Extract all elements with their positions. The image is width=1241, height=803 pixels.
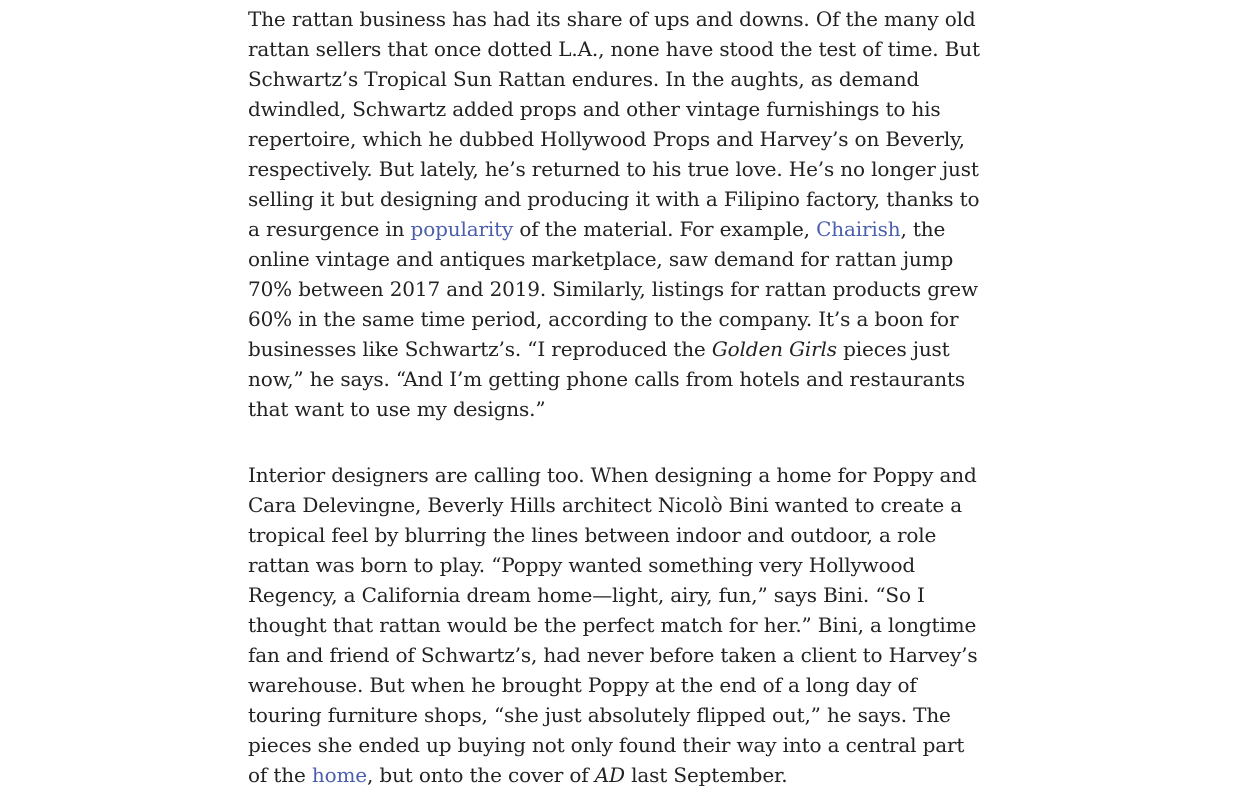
paragraph-text: of the material. For example, xyxy=(513,217,817,241)
home-link[interactable]: home xyxy=(311,763,367,787)
popularity-link[interactable]: popularity xyxy=(410,217,514,241)
paragraph-text: , the online vintage and antiques marketplace, saw demand for rattan jump 70% between 2017 and 2019. Similarly, listings for rattan products grew 60% in the same time period, according to the company. It’s a boon for businesses like Schwartz’s. “I reproduced the xyxy=(248,217,978,361)
paragraph-text: Interior designers are calling too. When designing a home for Poppy and Cara Delevingne, Beverly Hills architect Nicolò Bini wanted to create a tropical feel by blurring the lines between indoor and outdoor, a role rattan was born to play. “Poppy wanted something very Hollywood Regency, a California dream home—light, airy, fun,” says Bini. “So I thought that rattan would be the perfect match for her.” Bini, a longtime fan and friend of Schwartz’s, had never before taken a client to Harvey’s warehouse. But when he brought Poppy at the end of a long day of touring furniture shops, “she just absolutely flipped out,” he says. The pieces she ended up buying not only found their way into a central part of the xyxy=(248,463,978,787)
paragraph-text: The rattan business has had its share of ups and downs. Of the many old rattan sellers that once dotted L.A., none have stood the test of time. But Schwartz’s Tropical Sun Rattan endures. In the aughts, as demand dwindled, Schwartz added props and other vintage furnishings to his repertoire, which he dubbed Hollywood Props and Harvey’s on Beverly, respectively. But lately, he’s returned to his true love. He’s no longer just selling it but designing and producing it with a Filipino factory, thanks to a resurgence in xyxy=(248,7,980,241)
paragraph-text: last September. xyxy=(624,763,788,787)
chairish-link[interactable]: Chairish xyxy=(816,217,901,241)
article-paragraph xyxy=(248,0,983,424)
article-body xyxy=(248,0,983,790)
paragraph-text: pieces just now,” he says. “And I’m getting phone calls from hotels and restaurants that want to use my designs.” xyxy=(248,337,965,421)
golden-girls-title: Golden Girls xyxy=(711,337,837,361)
ad-magazine-title: AD xyxy=(594,763,625,787)
article-paragraph xyxy=(248,460,983,790)
paragraph-text: , but onto the cover of xyxy=(367,763,595,787)
